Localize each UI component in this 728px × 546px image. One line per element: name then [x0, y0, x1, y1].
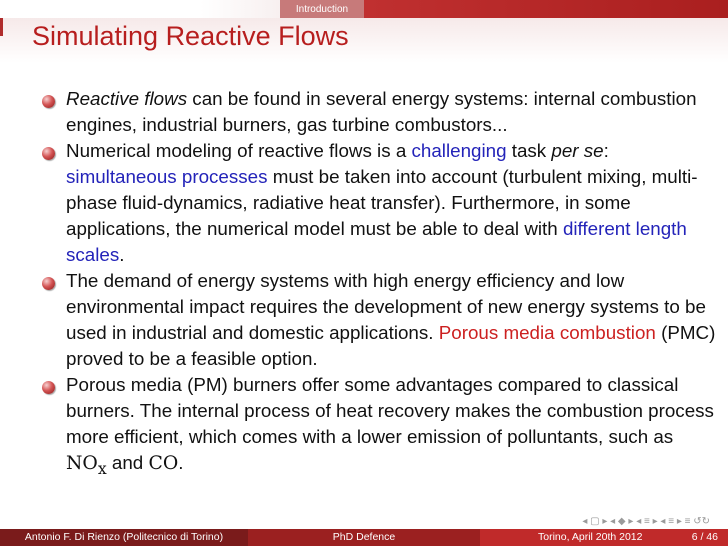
math-text: CO [148, 453, 179, 474]
footer-right [480, 529, 728, 546]
section-label[interactable]: Introduction [295, 4, 349, 15]
item-text-part: and [106, 452, 149, 473]
bullet-icon [42, 147, 55, 160]
navigation-icons[interactable]: ◂ ▢ ▸ ◂ ◆ ▸ ◂ ≡ ▸ ◂ ≡ ▸ ≡ ↺↻ [582, 516, 710, 527]
page-number: 6 / 46 [691, 531, 718, 543]
footer-event: PhD Defence [248, 529, 480, 546]
list-item [0, 372, 728, 482]
bullet-list [0, 86, 728, 482]
bullet-icon [42, 277, 55, 290]
footer-date: Torino, April 20th 2012 [538, 531, 643, 543]
footer-author: Antonio F. Di Rienzo (Politecnico di Torino) [0, 529, 248, 546]
alert-text: Porous media combustion [438, 322, 656, 343]
footline [0, 529, 728, 546]
highlight-text: simultaneous processes [66, 166, 268, 187]
list-item [0, 138, 728, 268]
bullet-icon [42, 95, 55, 108]
headline-right [364, 0, 728, 18]
item-text-part: can be found in several energy systems: internal combustion engines, industrial burners, gas turbine combustors... [66, 88, 697, 135]
item-text [66, 268, 716, 372]
math-text: NO [66, 453, 98, 474]
frame-title: Simulating Reactive Flows [32, 21, 349, 51]
item-text-part: Porous media (PM) burners offer some advantages compared to classical burners. The internal process of heat recovery makes the combustion process more efficient, which comes with a lower emission of polluntants, such as [66, 374, 714, 447]
list-item [0, 86, 728, 138]
list-item [0, 268, 728, 372]
highlight-text: different length scales [66, 218, 687, 265]
item-text-part: . [119, 244, 125, 265]
bullet-icon [42, 381, 55, 394]
item-text [66, 86, 716, 138]
frame-title-bar [0, 18, 728, 63]
math-subscript: x [97, 458, 107, 478]
item-text-part: The demand of energy systems with high energy efficiency and low environmental impact requires the development of new energy systems to be used in industrial and domestic applications. [66, 270, 706, 343]
item-text-part: . [178, 452, 184, 473]
item-text-part: task [506, 140, 552, 161]
item-text [66, 138, 716, 268]
title-accent [0, 18, 3, 36]
item-text [66, 372, 716, 482]
item-text-part: Numerical modeling of reactive flows is a [66, 140, 412, 161]
item-text-part: must be taken into account (turbulent mixing, multi-phase fluid-dynamics, radiative heat transfer). Furthermore, in some applications, the numerical model must be able to deal with [66, 166, 698, 239]
emphasis-text: per se [551, 140, 604, 161]
item-text-part: : [603, 140, 609, 161]
item-text-part: (PMC) proved to be a feasible option. [66, 322, 716, 369]
headline-bar [0, 0, 728, 18]
highlight-text: challenging [411, 140, 507, 161]
emphasis-text: Reactive flows [66, 88, 188, 109]
